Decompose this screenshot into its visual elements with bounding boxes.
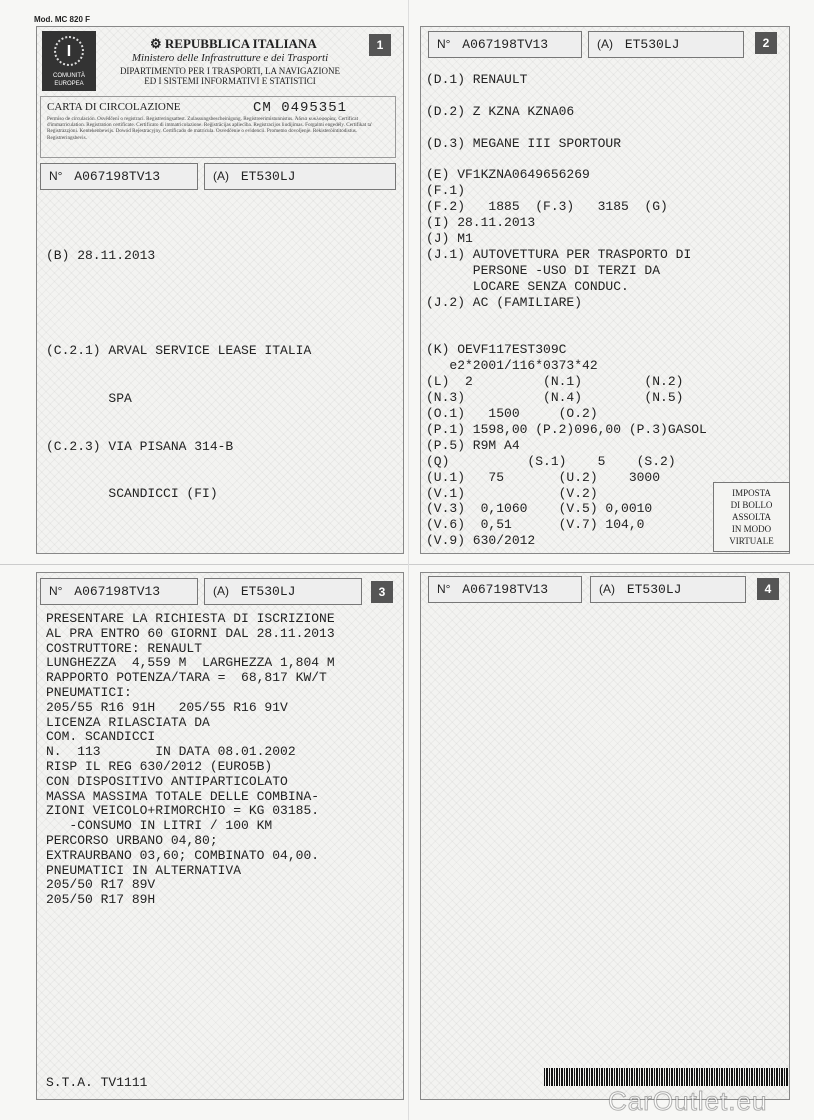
panel-2-line [426, 88, 707, 104]
panel-3-line: EXTRAURBANO 03,60; COMBINATO 04,00. [46, 847, 320, 863]
plate-number: ET530LJ [240, 584, 296, 599]
ministry-name: Ministero delle Infrastrutture e dei Trasporti [131, 52, 329, 64]
panel-2-line: (I) 28.11.2013 [426, 215, 536, 231]
registration-number-label: N° [49, 169, 63, 183]
republic-title [150, 36, 317, 52]
document-title-translations: Permiso de circulación. Osvědčení o registraci. Registreringsattest. Zulassungsbescheinigung. Registreerimistunnistus. Άδεια κυκλοφορίας. Certificat d'immatriculation. Registration certificate. Certificato di immatricolazione. Reģistrācijas apliecība. Registracijos liudijimas. Forgalmi engedély. Certifikat ta' Registrazzjoni. Kentekenbewijs. Dowód Rejestracyjny. Certificado de matrícula. Osvedčenie o evidencii. Prometno dovoljenje. Rekisteröintitodistus. Registreringsbevis. [47, 116, 373, 141]
plate-label: (A) [213, 584, 229, 598]
page-number-3: 3 [371, 581, 393, 603]
page-number-1: 1 [369, 34, 391, 56]
registration-number-label: N° [49, 584, 63, 598]
stamp-duty-line: VIRTUALE [729, 536, 774, 546]
barcode [544, 1068, 788, 1086]
panel-3-line: MASSA MASSIMA TOTALE DELLE COMBINA- [46, 788, 320, 804]
panel-3-notes [46, 612, 335, 908]
panel-2-line [426, 327, 707, 343]
stamp-duty-line: DI BOLLO [730, 500, 773, 510]
panel-3-line: PNEUMATICI: [46, 684, 132, 700]
plate-label: (A) [597, 37, 613, 51]
stamp-duty-line: IMPOSTA [732, 488, 771, 498]
panel-2-line: (J.2) AC (FAMILIARE) [426, 294, 583, 310]
panel-1-fields [46, 216, 311, 518]
panel-2-line: (O.1) 1500 (O.2) [426, 406, 598, 422]
plate-number-box [204, 163, 396, 190]
panel-1-line: (C.2.1) ARVAL SERVICE LEASE ITALIA [46, 343, 312, 359]
panel-3-line: COM. SCANDICCI [46, 729, 156, 745]
watermark: CarOutlet.eu [608, 1086, 768, 1116]
panel-3-line: 205/55 R16 91H 205/55 R16 91V [46, 699, 288, 715]
panel-1-line: (C.2.3) VIA PISANA 314-B [46, 438, 234, 454]
panel-3-line: LICENZA RILASCIATA DA [46, 714, 210, 730]
document-number: CM 0495351 [253, 100, 348, 116]
eu-country-letter: I [66, 43, 72, 60]
panel-2-line: (F.1) [426, 183, 466, 199]
plate-number-box [590, 576, 746, 603]
panel-2-line: (U.1) 75 (U.2) 3000 [426, 469, 661, 485]
registration-number: A067198TV13 [74, 169, 161, 184]
panel-3-line: CON DISPOSITIVO ANTIPARTICOLATO [46, 773, 288, 789]
republic-title-text: REPUBBLICA ITALIANA [164, 36, 317, 51]
panel-2-line: (D.3) MEGANE III SPORTOUR [426, 135, 622, 151]
eu-emblem-text: COMUNITÀ EUROPEA [53, 73, 85, 87]
panel-3-line: 205/50 R17 89H [46, 892, 156, 908]
panel-4 [420, 572, 790, 1100]
page-number-2: 2 [755, 32, 777, 54]
panel-3-line: PERCORSO URBANO 04,80; [46, 832, 218, 848]
registration-number-label: N° [437, 37, 451, 51]
panel-2-line: (V.6) 0,51 (V.7) 104,0 [426, 517, 645, 533]
panel-2-line: (J.1) AUTOVETTURA PER TRASPORTO DI [426, 246, 692, 262]
panel-1-line: (B) 28.11.2013 [46, 247, 156, 263]
registration-number-box [428, 31, 582, 58]
panel-3-line: COSTRUTTORE: RENAULT [46, 640, 203, 656]
panel-2-line: (D.2) Z KZNA KZNA06 [426, 103, 575, 119]
office-code: S.T.A. TV1111 [46, 1075, 148, 1090]
panel-2-line: (K) OEVF117EST309C [426, 342, 567, 358]
stamp-duty-line: ASSOLTA [732, 512, 771, 522]
registration-number: A067198TV13 [462, 582, 549, 597]
panel-2-line: PERSONE -USO DI TERZI DA [426, 262, 661, 278]
panel-1-line: SCANDICCI (FI) [46, 486, 218, 502]
panel-3-line: N. 113 IN DATA 08.01.2002 [46, 744, 296, 760]
panel-2-line: LOCARE SENZA CONDUC. [426, 278, 629, 294]
registration-number-box [40, 578, 198, 605]
registration-number-box [428, 576, 582, 603]
registration-number: A067198TV13 [74, 584, 161, 599]
panel-2-line: (P.1) 1598,00 (P.2)096,00 (P.3)GASOL [426, 421, 707, 437]
department-line-2: ED I SISTEMI INFORMATIVI E STATISTICI [144, 76, 316, 86]
panel-2-line: (V.9) 630/2012 [426, 533, 536, 549]
registration-number-label: N° [437, 582, 451, 596]
panel-2-line: (E) VF1KZNA0649656269 [426, 167, 590, 183]
stamp-duty-box [713, 482, 790, 552]
panel-2-line [426, 120, 707, 136]
department-line-1: DIPARTIMENTO PER I TRASPORTI, LA NAVIGAZIONE [119, 66, 341, 76]
panel-2-line: (F.2) 1885 (F.3) 3185 (G) [426, 199, 668, 215]
registration-number: A067198TV13 [462, 37, 549, 52]
republic-emblem-icon: ⚙ [150, 36, 162, 51]
registration-number-box [40, 163, 198, 190]
panel-2-line: (P.5) R9M A4 [426, 437, 520, 453]
document-title: CARTA DI CIRCOLAZIONE [47, 101, 181, 113]
plate-number-box [204, 578, 362, 605]
panel-2-line: (D.1) RENAULT [426, 72, 528, 87]
document-header [40, 31, 396, 93]
panel-3-line: -CONSUMO IN LITRI / 100 KM [46, 818, 273, 834]
fold-line-horizontal [0, 564, 814, 565]
panel-3-line: PRESENTARE LA RICHIESTA DI ISCRIZIONE [46, 611, 335, 626]
panel-2-line: e2*2001/116*0373*42 [426, 358, 598, 374]
panel-1-line [46, 296, 311, 312]
plate-number-box [588, 31, 744, 58]
panel-3-line: RISP IL REG 630/2012 (EURO5B) [46, 758, 273, 774]
plate-label: (A) [213, 169, 229, 183]
panel-3-line: ZIONI VEICOLO+RIMORCHIO = KG 03185. [46, 803, 320, 819]
panel-2-line [426, 311, 707, 327]
plate-label: (A) [599, 582, 615, 596]
plate-number: ET530LJ [240, 169, 296, 184]
panel-2-line: (N.3) (N.4) (N.5) [426, 390, 684, 406]
panel-3-line: 205/50 R17 89V [46, 877, 156, 893]
form-code: Mod. MC 820 F [34, 15, 91, 24]
panel-2-fields [426, 72, 707, 549]
panel-3-line: PNEUMATICI IN ALTERNATIVA [46, 862, 242, 878]
panel-2-line: (V.1) (V.2) [426, 485, 598, 501]
panel-2-line [426, 152, 707, 168]
panel-1-line: SPA [46, 390, 132, 406]
panel-3-line: RAPPORTO POTENZA/TARA = 68,817 KW/T [46, 670, 327, 686]
panel-2-line: (V.3) 0,1060 (V.5) 0,0010 [426, 501, 653, 517]
panel-2-line: (Q) (S.1) 5 (S.2) [426, 453, 676, 469]
document-title-box [40, 96, 396, 158]
panel-2-line: (J) M1 [426, 231, 473, 247]
stamp-duty-line: IN MODO [731, 524, 772, 534]
page-number-4: 4 [757, 578, 779, 600]
panel-2-line: (L) 2 (N.1) (N.2) [426, 374, 684, 390]
panel-3-line: LUNGHEZZA 4,559 M LARGHEZZA 1,804 M [46, 655, 335, 671]
panel-3-line: AL PRA ENTRO 60 GIORNI DAL 28.11.2013 [46, 625, 335, 641]
plate-number: ET530LJ [624, 37, 680, 52]
fold-line-vertical [408, 0, 409, 1120]
eu-emblem [42, 31, 96, 91]
plate-number: ET530LJ [626, 582, 682, 597]
